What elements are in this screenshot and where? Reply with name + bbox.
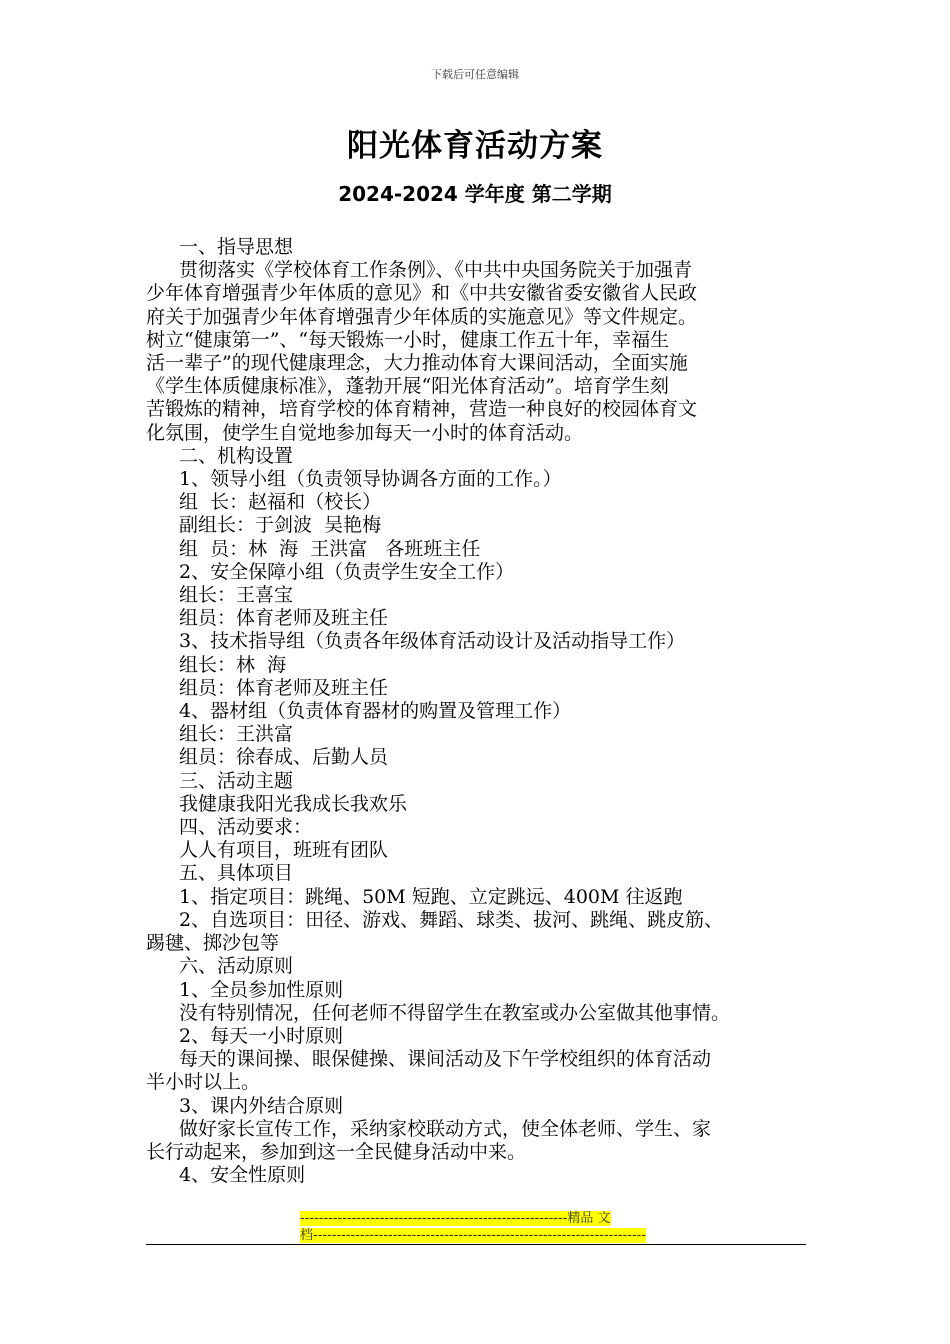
- body-line: 组 长：赵福和（校长）: [179, 491, 382, 514]
- body-line: 每天的课间操、眼保健操、课间活动及下午学校组织的体育活动: [179, 1048, 712, 1071]
- body-line: 五、具体项目: [179, 862, 294, 885]
- body-line: 一、指导思想: [179, 236, 294, 258]
- body-line: 我健康我阳光我成长我欢乐: [179, 792, 408, 815]
- body-line: 做好家长宣传工作，采纳家校联动方式，使全体老师、学生、家: [179, 1117, 712, 1140]
- body-line: 二、机构设置: [179, 444, 294, 467]
- document-body: [146, 236, 816, 1187]
- body-line: 2、每天一小时原则: [179, 1024, 344, 1047]
- body-line: 贯彻落实《学校体育工作条例》、《中共中央国务院关于加强青: [179, 259, 693, 282]
- document-title: 阳光体育活动方案: [347, 128, 603, 164]
- body-line: 府关于加强青少年体育增强青少年体质的实施意见》等文件规定。: [146, 305, 698, 328]
- body-line: 组 员：林 海 王洪富 各班班主任: [179, 537, 481, 560]
- body-line: 人人有项目，班班有团队: [179, 839, 389, 862]
- document-subtitle: 2024-2024 学年度 第二学期: [338, 182, 612, 206]
- body-line: 组员：体育老师及班主任: [179, 607, 389, 630]
- body-line: 3、技术指导组（负责各年级体育活动设计及活动指导工作）: [179, 630, 686, 653]
- body-line: 长行动起来，参加到这一全民健身活动中来。: [146, 1140, 527, 1163]
- body-line: 六、活动原则: [179, 955, 294, 978]
- body-line: 3、课内外结合原则: [179, 1094, 344, 1117]
- footer-note: [300, 1210, 650, 1244]
- footer-line-2: 档-----------------------------------------------------------------------: [300, 1228, 647, 1243]
- body-line: 组员：徐春成、后勤人员: [179, 746, 389, 769]
- body-line: 1、指定项目：跳绳、50M 短跑、立定跳远、400M 往返跑: [179, 885, 683, 908]
- body-line: 苦锻炼的精神，培育学校的体育精神，营造一种良好的校园体育文: [146, 398, 698, 421]
- body-line: 少年体育增强青少年体质的意见》和《中共安徽省委安徽省人民政: [146, 282, 698, 305]
- body-line: 化氛围，使学生自觉地参加每天一小时的体育活动。: [146, 421, 584, 444]
- body-line: 三、活动主题: [179, 769, 294, 792]
- body-line: 活一辈子”的现代健康理念，大力推动体育大课间活动，全面实施: [146, 352, 688, 375]
- body-line: 半小时以上。: [146, 1071, 261, 1094]
- body-line: 1、全员参加性原则: [179, 978, 344, 1001]
- footer-divider: [146, 1244, 806, 1245]
- body-line: 组长：王洪富: [179, 723, 294, 746]
- body-line: 4、器材组（负责体育器材的购置及管理工作）: [179, 700, 572, 723]
- body-line: 四、活动要求：: [179, 816, 313, 839]
- body-line: 副组长：于剑波 吴艳梅: [179, 514, 382, 537]
- body-line: 《学生体质健康标准》，蓬勃开展“阳光体育活动”。培育学生刻: [146, 375, 669, 398]
- footer-line-1: ---------------------------------------------------------精品 文: [300, 1211, 611, 1226]
- body-line: 4、安全性原则: [179, 1164, 306, 1187]
- body-line: 组长：林 海: [179, 653, 287, 676]
- body-line: 踢毽、掷沙包等: [146, 932, 280, 955]
- body-line: 2、自选项目：田径、游戏、舞蹈、球类、拔河、跳绳、跳皮筋、: [179, 908, 724, 931]
- header-note: 下载后可任意编辑: [431, 68, 519, 81]
- body-line: 组员：体育老师及班主任: [179, 676, 389, 699]
- body-line: 组长：王喜宝: [179, 584, 294, 607]
- body-line: 2、安全保障小组（负责学生安全工作）: [179, 560, 515, 583]
- body-line: 没有特别情况，任何老师不得留学生在教室或办公室做其他事情。: [179, 1001, 731, 1024]
- body-line: 树立“健康第一”、“每天锻炼一小时，健康工作五十年，幸福生: [146, 328, 670, 351]
- body-line: 1、领导小组（负责领导协调各方面的工作。）: [179, 468, 562, 491]
